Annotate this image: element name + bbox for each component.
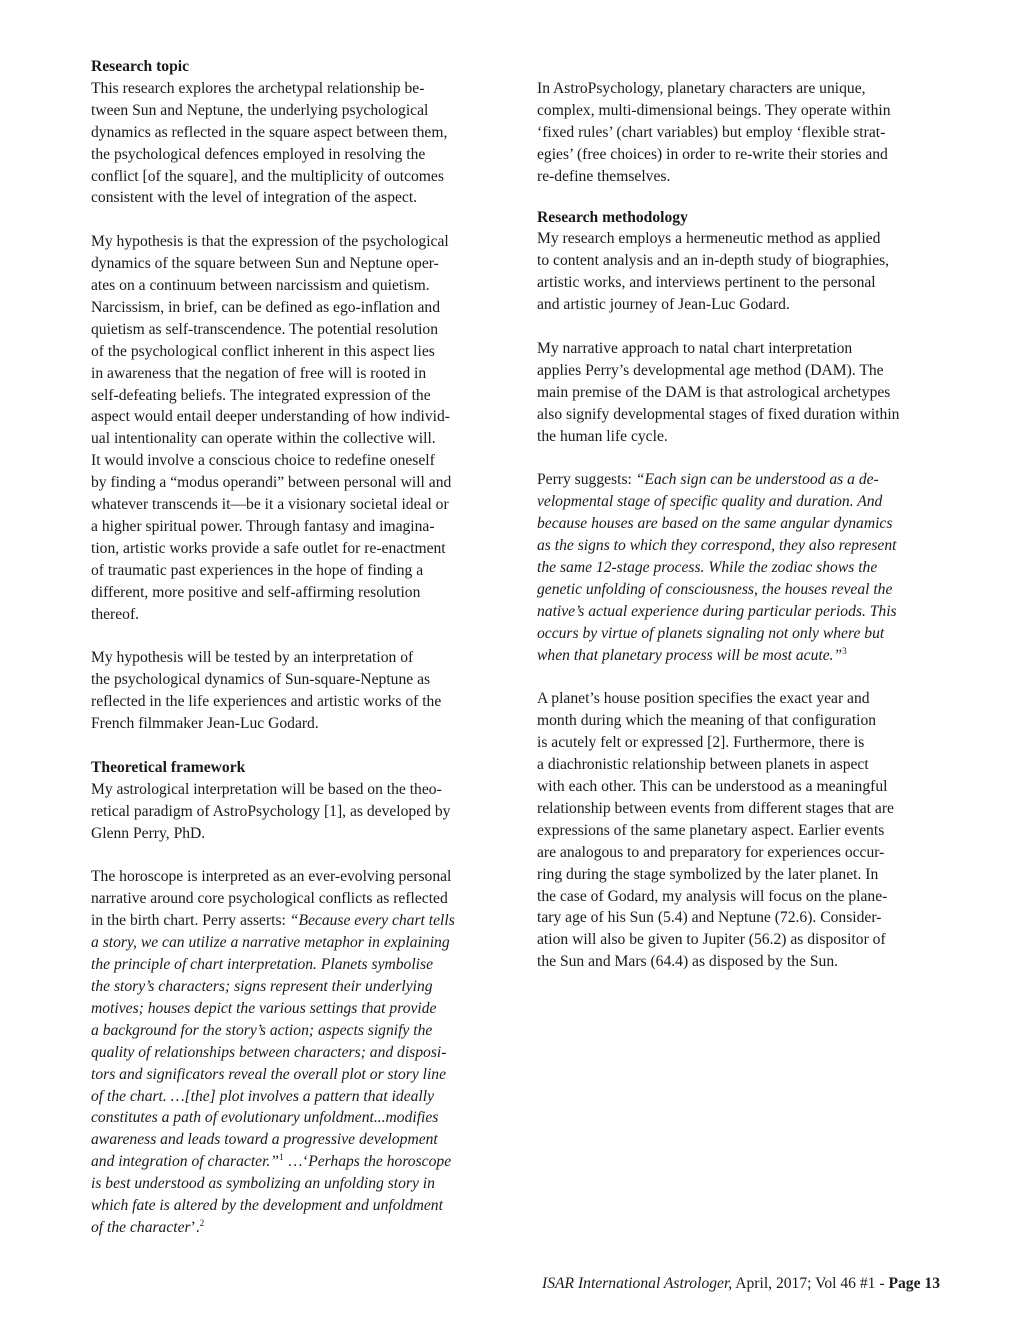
- research-methodology-heading: Research methodology: [537, 208, 688, 226]
- text-line: is acutely felt or expressed [2]. Furthermore, there is: [537, 734, 865, 752]
- text-line: egies’ (free choices) in order to re-write their stories and: [537, 145, 888, 163]
- perry-quote-paragraph: [537, 469, 967, 666]
- research-topic-heading: Research topic: [91, 58, 190, 75]
- text-line: Glenn Perry, PhD.: [91, 824, 206, 842]
- text-line: by finding a “modus operandi” between personal will and: [91, 474, 452, 492]
- hypothesis-test-paragraph: [91, 647, 521, 735]
- quote-line: the story’s characters; signs represent their underlying: [91, 978, 433, 995]
- methodology-paragraph: [537, 228, 967, 316]
- text-line: My research employs a hermeneutic method as applied: [537, 230, 881, 248]
- text-line: self-defeating beliefs. The integrated expression of the: [91, 386, 431, 404]
- quote-line: a background for the story’s action; aspects signify the: [91, 1021, 433, 1039]
- quote-line: as the signs to which they correspond, they also represent: [537, 537, 897, 555]
- house-position-paragraph: [537, 688, 967, 973]
- text-line: It would involve a conscious choice to redefine oneself: [91, 452, 435, 470]
- text-line: tion, artistic works provide a safe outlet for re-enactment: [91, 539, 446, 557]
- quote-line: occurs by virtue of planets signaling not only where but: [537, 624, 885, 642]
- quote-line: quality of relationships between characters; and disposi-: [91, 1043, 447, 1061]
- quote-line: tors and significators reveal the overall plot or story line: [91, 1065, 447, 1083]
- quote-line: when that planetary process will be most acute.”$^3$: [537, 645, 847, 664]
- theory-paragraph: [91, 779, 521, 845]
- text-line: the case of Godard, my analysis will focus on the plane-: [537, 887, 888, 905]
- quote-line: of the character’.$^2$: [91, 1217, 205, 1236]
- text-line: in awareness that the negation of free will is rooted in: [91, 364, 427, 382]
- text-line: the psychological defences employed in resolving the: [91, 145, 426, 163]
- text-line: retical paradigm of AstroPsychology [1], as developed by: [91, 802, 451, 820]
- text-line: My hypothesis is that the expression of the psychological: [91, 233, 449, 251]
- text-line: also signify developmental stages of fixed duration within: [537, 405, 900, 423]
- page-number: Page 13: [888, 1275, 940, 1292]
- text-line: This research explores the archetypal relationship be-: [91, 79, 425, 97]
- text-line: the Sun and Mars (64.4) as disposed by the Sun.: [537, 953, 839, 971]
- quote-line: the principle of chart interpretation. Planets symbolise: [91, 956, 434, 974]
- text-line: ates on a continuum between narcissism and quietism.: [91, 277, 430, 295]
- quote-line: constitutes a path of evolutionary unfoldment...modifies: [91, 1109, 439, 1127]
- text-line: ring during the stage symbolized by the later planet. In: [537, 865, 879, 883]
- text-line: a diachronistic relationship between planets in aspect: [537, 756, 869, 774]
- text-line: consistent with the level of integration of the aspect.: [91, 189, 418, 207]
- text-line: are analogous to and preparatory for experiences occur-: [537, 843, 885, 861]
- text-line: whatever transcends it—be it a visionary societal ideal or: [91, 496, 449, 514]
- left-column: [91, 56, 521, 1239]
- text-line: and artistic journey of Jean-Luc Godard.: [537, 296, 790, 314]
- quote-text: “Because every chart tells: [289, 912, 455, 930]
- text-line: ation will also be given to Jupiter (56.2) as dispositor of: [537, 931, 886, 949]
- quote-line: because houses are based on the same angular dynamics: [537, 515, 893, 533]
- theoretical-framework-heading: Theoretical framework: [91, 758, 246, 776]
- quote-line: the same 12-stage process. While the zodiac shows the: [537, 559, 878, 576]
- text-line: complex, multi-dimensional beings. They operate within: [537, 101, 891, 119]
- text-line: expressions of the same planetary aspect. Earlier events: [537, 821, 885, 839]
- text-line: main premise of the DAM is that astrological archetypes: [537, 383, 891, 401]
- quote-line: genetic unfolding of consciousness, the houses reveal the: [537, 580, 893, 598]
- text-line: conflict [of the square], and the multiplicity of outcomes: [91, 167, 444, 185]
- research-topic-paragraph: [91, 78, 521, 209]
- text-line: quietism as self-transcendence. The potential resolution: [91, 320, 438, 338]
- text-line: dynamics of the square between Sun and Neptune oper-: [91, 255, 439, 273]
- quote-line: of the chart. …[the] plot involves a pattern that ideally: [91, 1087, 435, 1105]
- text-line: of traumatic past experiences in the hope of finding a: [91, 561, 424, 579]
- quote-line: velopmental stage of specific quality and duration. And: [537, 493, 883, 511]
- text-line: ‘fixed rules’ (chart variables) but employ ‘flexible strat-: [537, 123, 886, 141]
- text-line: French filmmaker Jean-Luc Godard.: [91, 715, 319, 733]
- text-line: aspect would entail deeper understanding of how individ-: [91, 408, 450, 426]
- text-line: to content analysis and an in-depth study of biographies,: [537, 252, 890, 270]
- footnote-ref: 2: [199, 1217, 205, 1228]
- quote-line: which fate is altered by the development and unfoldment: [91, 1197, 443, 1215]
- text-line: re-define themselves.: [537, 167, 671, 185]
- text-line: Perry suggests: “Each sign can be understood as a de-: [537, 471, 879, 489]
- text-line: The horoscope is interpreted as an ever-evolving personal: [91, 868, 452, 886]
- text-line: artistic works, and interviews pertinent to the personal: [537, 274, 876, 292]
- text-line: narrative around core psychological conflicts as reflected: [91, 890, 448, 908]
- quote-line: and integration of character.”$^1$ …‘Perhaps the horoscope: [91, 1152, 452, 1171]
- text-line: [91, 910, 521, 932]
- text-line: tween Sun and Neptune, the underlying psychological: [91, 101, 429, 119]
- text-line: A planet’s house position specifies the exact year and: [537, 690, 870, 708]
- text-line: of the psychological conflict inherent in this aspect lies: [91, 342, 435, 360]
- horoscope-paragraph: [91, 866, 521, 1238]
- text-line: a higher spiritual power. Through fantasy and imagina-: [91, 518, 435, 536]
- text-line: My narrative approach to natal chart interpretation: [537, 339, 853, 357]
- issue-info: April, 2017; Vol 46 #1 -: [732, 1275, 889, 1292]
- text-line: ual intentionality can operate within the collective will.: [91, 430, 436, 448]
- text-line: In AstroPsychology, planetary characters are unique,: [537, 80, 866, 97]
- text-line: with each other. This can be understood as a meaningful: [537, 778, 888, 796]
- page-footer: [0, 1275, 940, 1293]
- hypothesis-paragraph: [91, 231, 521, 625]
- text-line: Narcissism, in brief, can be defined as ego-inflation and: [91, 298, 441, 316]
- quote-line: awareness and leads toward a progressive development: [91, 1131, 438, 1149]
- text-line: My astrological interpretation will be based on the theo-: [91, 780, 442, 798]
- plain-text: in the birth chart. Perry asserts:: [91, 912, 290, 930]
- text-line: month during which the meaning of that configuration: [537, 712, 877, 730]
- text-line: thereof.: [91, 605, 140, 623]
- footnote-ref: 1: [279, 1152, 284, 1163]
- text-line: relationship between events from different stages that are: [537, 799, 894, 817]
- text-line: the human life cycle.: [537, 427, 668, 445]
- text-line: applies Perry’s developmental age method (DAM). The: [537, 361, 884, 379]
- astropsychology-paragraph: [537, 78, 967, 188]
- narrative-paragraph: [537, 338, 967, 448]
- footnote-ref: 3: [842, 645, 847, 656]
- text-line: tary age of his Sun (5.4) and Neptune (72.6). Consider-: [537, 909, 882, 927]
- quote-line: native’s actual experience during particular periods. This: [537, 602, 897, 620]
- text-line: the psychological dynamics of Sun-square-Neptune as: [91, 671, 431, 689]
- right-column: [537, 78, 967, 973]
- text-line: reflected in the life experiences and artistic works of the: [91, 693, 442, 711]
- quote-line: is best understood as symbolizing an unfolding story in: [91, 1175, 435, 1193]
- text-line: dynamics as reflected in the square aspect between them,: [91, 123, 448, 141]
- text-line: My hypothesis will be tested by an interpretation of: [91, 649, 414, 667]
- quote-line: a story, we can utilize a narrative metaphor in explaining: [91, 934, 450, 952]
- quote-line: motives; houses depict the various settings that provide: [91, 999, 437, 1017]
- text-line: different, more positive and self-affirming resolution: [91, 583, 421, 601]
- journal-name: ISAR International Astrologer,: [542, 1275, 733, 1292]
